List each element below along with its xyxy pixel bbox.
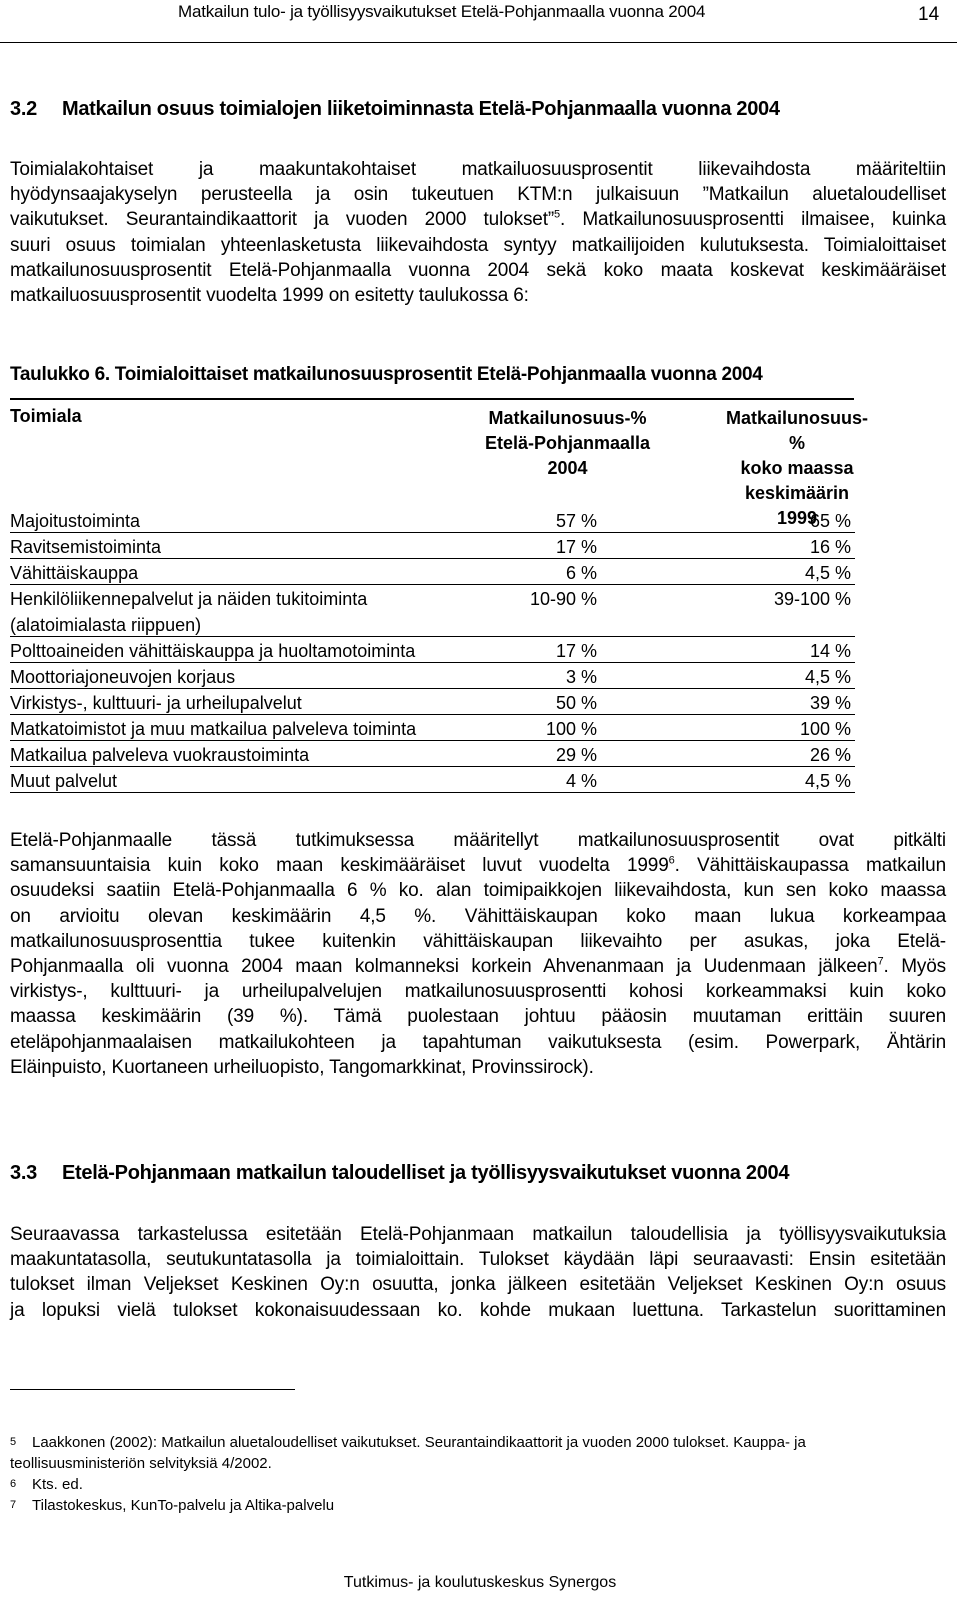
section-title: Etelä-Pohjanmaan matkailun taloudelliset ja työllisyysvaikutukset vuonna 2004 — [62, 1162, 790, 1184]
header-rule — [0, 42, 957, 43]
footnote-mark: 6 — [10, 1478, 17, 1490]
table-row: Virkistys-, kulttuuri- ja urheilupalvelut 50 % 39 % — [10, 690, 855, 716]
paragraph-line: matkailuosuusprosentit vuodelta 1999 on esitetty taulukossa 6: — [10, 285, 529, 307]
header-fi-1999: Matkailunosuus-% koko maassa keskimäärin 1999 — [725, 408, 868, 528]
paragraph-line: virkistys-, kulttuuri- ja urheilupalvelujen matkailunosuusprosentti kohosi korkeammaksi kuin koko — [10, 981, 946, 1003]
table-row: Muut palvelut 4 % 4,5 % — [10, 768, 855, 794]
paragraph-line: Eläinpuisto, Kuortaneen urheiluopisto, Tangomarkkinat, Provinssirock). — [10, 1056, 594, 1078]
footnote-7: 7 Tilastokeskus, KunTo-palvelu ja Altika-palvelu — [10, 1497, 335, 1514]
paragraph-line: Toimialakohtaiset ja maakuntakohtaiset matkailuosuusprosentit liikevaihdosta määriteltiin — [10, 159, 946, 180]
header-ep-2004: Matkailunosuus-% Etelä-Pohjanmaalla 2004 — [484, 408, 651, 478]
section-number: 3.2 — [10, 98, 37, 120]
paragraph-line: osuudeksi saatiin Etelä-Pohjanmaalla 6 % ko. alan toimipaikkojen liikevaihdosta, kun sen koko maassa — [10, 880, 946, 902]
header-toimiala: Toimiala — [10, 406, 82, 426]
footnote-rule — [10, 1389, 295, 1390]
paragraph-line: Pohjanmaalla oli vuonna 2004 maan kolmanneksi korkein Ahvenanmaan ja Uudenmaan jälkeen$^7$. Myös — [10, 955, 947, 978]
page-number: 14 — [918, 4, 940, 25]
paragraph-line: vaikutukset. Seurantaindikaattorit ja vuoden 2000 tulokset”$^5$. Matkailunosuusprosentti ilmaisee, kuinka — [10, 209, 946, 231]
table-row: Matkatoimistot ja muu matkailua palveleva toiminta 100 % 100 % — [10, 716, 855, 742]
paragraph-line: Etelä-Pohjanmaalle tässä tutkimuksessa määritellyt matkailunosuusprosentit ovat pitkälti — [10, 830, 946, 851]
footnote-ref: 7 — [877, 955, 884, 968]
table-row: Polttoaineiden vähittäiskauppa ja huoltamotoiminta 17 % 14 % — [10, 638, 855, 664]
section-heading-3-2 — [10, 98, 780, 121]
intro-paragraph — [10, 157, 946, 308]
table-row: Ravitsemistoiminta 17 % 16 % — [10, 534, 855, 560]
table-top-rule — [10, 398, 854, 400]
footnote-ref: 5 — [554, 209, 560, 222]
paragraph-line: maassa keskimäärin (39 %). Tämä puolestaan johtuu pääosin muutaman erittäin suuren — [10, 1006, 946, 1028]
paragraph-line: ja lopuksi vielä tulokset kokonaisuudessaan ko. kohde mukaan luettuna. Tarkastelun suorittaminen — [10, 1299, 946, 1321]
footnote-mark: 7 — [10, 1499, 17, 1511]
table-row: Vähittäiskauppa 6 % 4,5 % — [10, 560, 855, 586]
footnote-ref: 6 — [668, 854, 675, 867]
running-header: Matkailun tulo- ja työllisyysvaikutukset Etelä-Pohjanmaalla vuonna 2004 — [178, 2, 706, 21]
paragraph-line: samansuuntaisia kuin koko maan keskimääräiset luvut vuodelta 1999$^6$. Vähittäiskaupassa matkailun — [10, 854, 946, 877]
paragraph-line: maakuntatasolla, seutukuntatasolla ja toimialoittain. Tulokset käydään läpi seuraavasti: Ensin esitetään — [10, 1249, 946, 1271]
paragraph-line: matkailunosuusprosenttia tukee kuitenkin vähittäiskaupan liikevaihto per asukas, joka Etelä- — [10, 930, 946, 952]
table-row: Moottoriajoneuvojen korjaus 3 % 4,5 % — [10, 664, 855, 690]
table-row: Matkailua palveleva vuokraustoiminta 29 % 26 % — [10, 742, 855, 768]
footnote-mark: 5 — [10, 1436, 17, 1448]
section-number: 3.3 — [10, 1162, 37, 1184]
footnote-5: 5 Laakkonen (2002): Matkailun aluetaloudelliset vaikutukset. Seurantaindikaattorit ja vuoden 2000 tulokset. Kauppa- ja teollisuusministeriön selvityksiä 4/2002. — [10, 1434, 806, 1472]
analysis-paragraph — [10, 828, 946, 1080]
footnote-6: 6 Kts. ed. — [10, 1476, 83, 1493]
table-caption: Taulukko 6. Toimialoittaiset matkailunosuusprosentit Etelä-Pohjanmaalla vuonna 2004 — [10, 364, 763, 385]
paragraph-line: matkailunosuusprosentit Etelä-Pohjanmaalla vuonna 2004 sekä koko maata koskevat keskimääräiset — [10, 259, 946, 281]
paragraph-line: hyödynsaajakyselyn perusteella ja osin tukeutuen KTM:n julkaisuun ”Matkailun aluetaloudelliset — [10, 184, 946, 206]
page-footer: Tutkimus- ja koulutuskeskus Synergos — [343, 1574, 617, 1591]
closing-paragraph — [10, 1222, 946, 1323]
table-row: Henkilöliikennepalvelut ja näiden tukitoiminta (alatoimialasta riippuen) 10-90 % 39-100 % — [10, 586, 855, 638]
paragraph-line: tulokset ilman Veljekset Keskinen Oy:n osuutta, jonka jälkeen esitetään Veljekset Keskinen Oy:n osuus — [10, 1274, 946, 1296]
paragraph-line: on arvioitu olevan keskimäärin 4,5 %. Vähittäiskaupan koko maan lukua korkeampaa — [10, 905, 946, 927]
table-row: Majoitustoiminta 57 % 65 % — [10, 508, 855, 534]
section-heading-3-3 — [10, 1162, 789, 1185]
paragraph-line: Seuraavassa tarkastelussa esitetään Etelä-Pohjanmaan matkailun taloudellisia ja työllisyysvaikutuksia — [10, 1224, 946, 1245]
paragraph-line: eteläpohjanmaalaisen matkailukohteen ja tapahtuman vaikutuksesta (esim. Powerpark, Ähtärin — [10, 1031, 946, 1053]
paragraph-line: suuri osuus toimialan yhteenlasketusta liikevaihdosta syntyy matkailijoiden kulutuksesta. Toimialoittaiset — [10, 234, 946, 256]
section-title: Matkailun osuus toimialojen liiketoiminnasta Etelä-Pohjanmaalla vuonna 2004 — [62, 98, 780, 120]
